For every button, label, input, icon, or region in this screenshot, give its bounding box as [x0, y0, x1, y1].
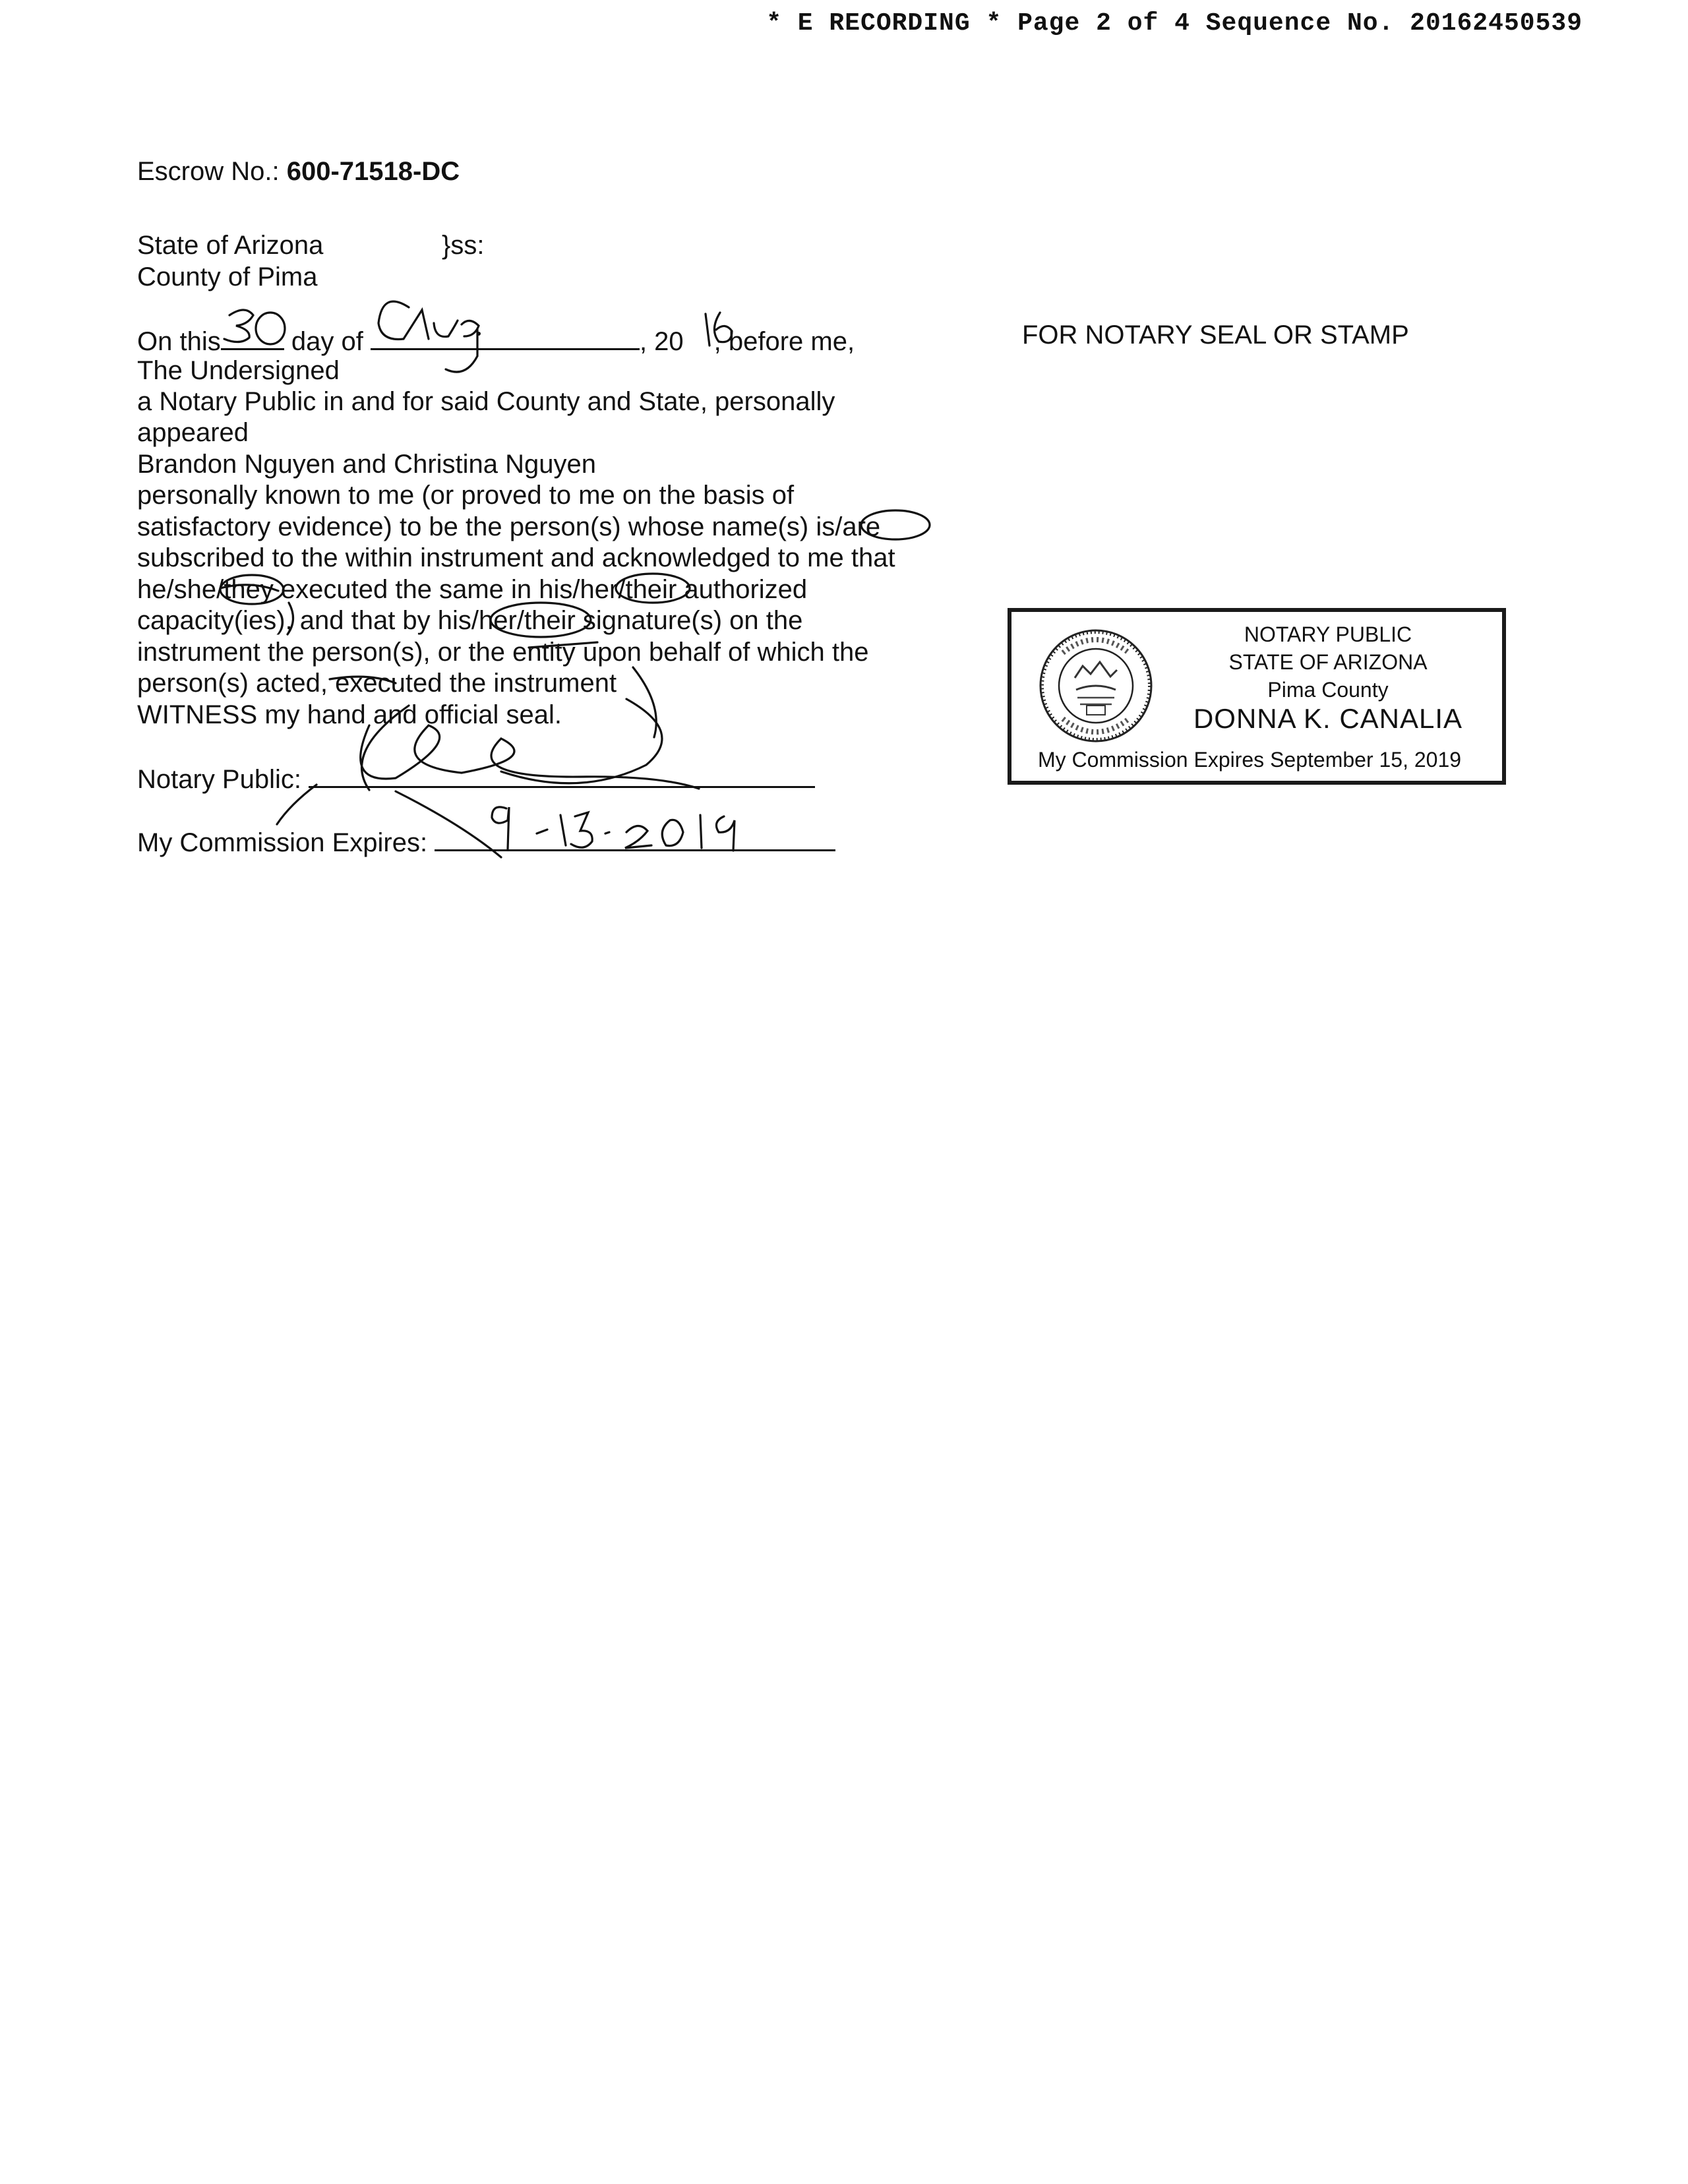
bracket-instrument: [633, 667, 656, 737]
year-prefix: , 20: [639, 327, 684, 356]
escrow-label: Escrow No.:: [137, 157, 280, 186]
ack-line-3: a Notary Public in and for said County and State, personally: [137, 387, 835, 416]
venue-ss: }ss:: [442, 231, 485, 260]
notary-public-line: [137, 761, 815, 795]
ack-line-12: person(s) acted, executed the instrument: [137, 669, 617, 698]
ack-first-line: [137, 323, 855, 357]
signers-line: Brandon Nguyen and Christina Nguyen: [137, 450, 596, 479]
ack-line-10: capacity(ies), and that by his/her/their signature(s) on the: [137, 606, 803, 635]
undersigned-line: The Undersigned: [137, 356, 340, 385]
stamp-notary-name: DONNA K. CANALIA: [1193, 703, 1463, 734]
seal-area-label: FOR NOTARY SEAL OR STAMP: [1022, 320, 1409, 349]
ack-line-7: satisfactory evidence) to be the person(s) whose name(s) is/are: [137, 512, 881, 541]
day-of-label: day of: [291, 327, 363, 356]
recording-header: * E RECORDING * Page 2 of 4 Sequence No. 20162450539: [766, 9, 1582, 38]
venue-county: County of Pima: [137, 262, 318, 291]
stamp-line-1: NOTARY PUBLIC: [1244, 622, 1412, 646]
stamp-expiration: My Commission Expires September 15, 2019: [1038, 748, 1462, 772]
month-blank: [371, 323, 640, 350]
witness-line: WITNESS my hand and official seal.: [137, 700, 562, 729]
escrow-number: 600-71518-DC: [286, 157, 460, 186]
before-me-label: , before me,: [713, 327, 855, 356]
notary-public-label: Notary Public:: [137, 765, 301, 794]
arizona-state-seal-icon: [1037, 626, 1155, 745]
commission-date-blank: [435, 824, 835, 851]
ack-line-11: instrument the person(s), or the entity upon behalf of which the: [137, 638, 869, 667]
on-this-label: On this: [137, 327, 221, 356]
venue-state-text: State of Arizona: [137, 231, 324, 260]
ack-line-4: appeared: [137, 418, 249, 447]
commission-label: My Commission Expires:: [137, 828, 428, 857]
stamp-line-2: STATE OF ARIZONA: [1228, 650, 1428, 674]
commission-line: [137, 824, 835, 859]
escrow-line: [137, 156, 460, 187]
stamp-line-3: Pima County: [1267, 678, 1389, 702]
venue-state: [137, 229, 485, 261]
ack-line-6: personally known to me (or proved to me on the basis of: [137, 481, 795, 510]
day-blank: [221, 323, 284, 350]
notary-signature-blank: [309, 761, 815, 788]
ack-line-8: subscribed to the within instrument and acknowledged to me that: [137, 543, 895, 572]
ack-line-9: he/she/they executed the same in his/her/their authorized: [137, 575, 808, 604]
notary-stamp: [1008, 608, 1506, 785]
